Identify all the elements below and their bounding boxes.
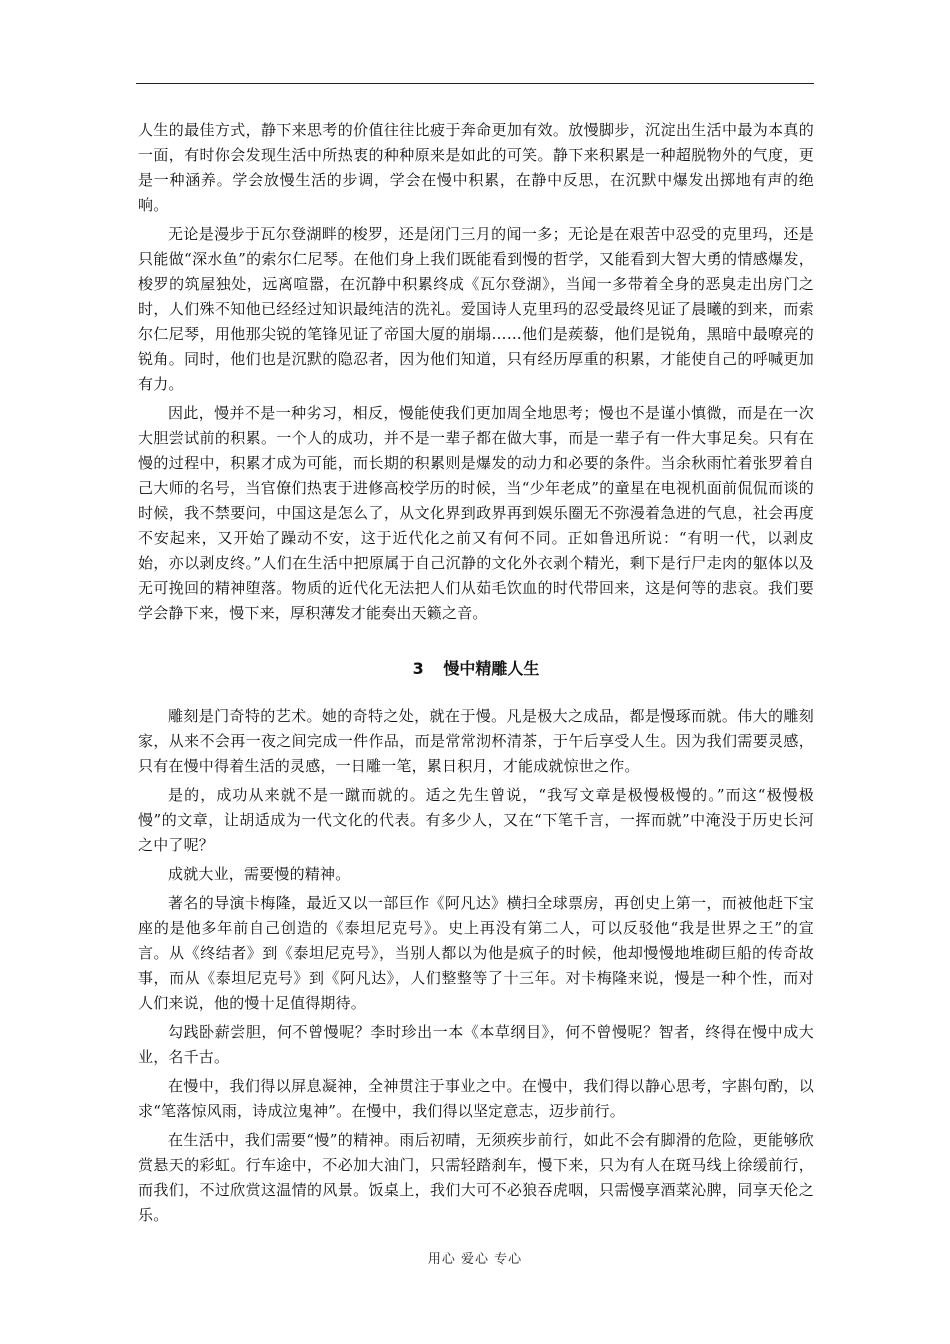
paragraph: 因此，慢并不是一种劣习，相反，慢能使我们更加周全地思考；慢也不是谨小慎微，而是在一次大胆尝试前的积累。一个人的成功，并不是一辈子都在做大事，而是一辈子有一件大事足矣。只有在慢的过程中，积累才成为可能，而长期的积累则是爆发的动力和必要的条件。当余秋雨忙着张罗着自己大师的名号，当官僚们热衷于进修高校学历的时候，当“少年老成”的童星在电视机面前侃侃而谈的时候，我不禁要问，中国这是怎么了，从文化界到政界再到娱乐圈无不弥漫着急进的气息，社会再度不安起来，又开始了躁动不安，这于近代化之前又有何不同。正如鲁迅所说：“有明一代，以剥皮始，亦以剥皮终。”人们在生活中把原属于自己沉静的文化外衣剥个精光，剩下是行尸走肉的躯体以及无可挽回的精神堕落。物质的近代化无法把人们从茹毛饮血的时代带回来，这是何等的悲哀。我们要学会静下来，慢下来，厚积薄发才能奏出天籁之音。 [138,404,814,622]
paragraph: 成就大业，需要慢的精神。 [168,865,351,883]
section-heading [138,656,814,682]
section-title: 慢中精雕人生 [443,659,540,678]
paragraph: 人生的最佳方式，静下来思考的价值往往比疲于奔命更加有效。放慢脚步，沉淀出生活中最为本真的一面，有时你会发现生活中所热衷的种种原来是如此的可笑。静下来积累是一种超脱物外的气度，更是一种涵养。学会放慢生活的步调，学会在慢中积累，在静中反思，在沉默中爆发出掷地有声的绝响。 [138,121,814,214]
paragraph: 是的，成功从来就不是一蹴而就的。适之先生曾说，“我写文章是极慢极慢的。”而这“极慢极慢”的文章，让胡适成为一代文化的代表。有多少人，又在“下笔千言，一挥而就”中淹没于历史长河之中了呢？ [138,786,814,854]
paragraph: 勾践卧薪尝胆，何不曾慢呢？李时珍出一本《本草纲目》，何不曾慢呢？智者，终得在慢中成大业，名千古。 [138,1023,814,1066]
header-rule [136,83,814,84]
paragraph: 雕刻是门奇特的艺术。她的奇特之处，就在于慢。凡是极大之成品，都是慢琢而就。伟大的雕刻家，从来不会再一夜之间完成一件作品，而是常常沏杯清茶，于午后享受人生。因为我们需要灵感，只有在慢中得着生活的灵感，一日雕一笔，累日积月，才能成就惊世之作。 [138,707,814,775]
page-footer: 用心 爱心 专心 [427,1252,523,1267]
paragraph: 在生活中，我们需要“慢”的精神。雨后初晴，无须疾步前行，如此不会有脚滑的危险，更能够欣赏悬天的彩虹。行车途中，不必加大油门，只需轻踏刹车，慢下来，只为有人在斑马线上徐缓前行，而我们，不过欣赏这温情的风景。饭桌上，我们大可不必狼吞虎咽，只需慢享酒菜沁脾，同享天伦之乐。 [138,1131,814,1224]
document-body [138,118,814,1232]
paragraph: 无论是漫步于瓦尔登湖畔的梭罗，还是闭门三月的闻一多；无论是在艰苦中忍受的克里玛，还是只能做“深水鱼”的索尔仁尼琴。在他们身上我们既能看到慢的哲学，又能看到大智大勇的情感爆发，梭罗的筑屋独处，远离喧嚣，在沉静中积累终成《瓦尔登湖》，当闻一多带着全身的恶臭走出房门之时，人们殊不知他已经经过知识最纯洁的洗礼。爱国诗人克里玛的忍受最终见证了晨曦的到来，而索尔仁尼琴，用他那尖锐的笔锋见证了帝国大厦的崩塌……他们是蒺藜，他们是锐角，黑暗中最嘹亮的锐角。同时，他们也是沉默的隐忍者，因为他们知道，只有经历厚重的积累，才能使自己的呼喊更加有力。 [138,225,814,393]
paragraph: 著名的导演卡梅隆，最近又以一部巨作《阿凡达》横扫全球票房，再创史上第一，而被他赶下宝座的是他多年前自己创造的《泰坦尼克号》。史上再没有第二人，可以反驳他“我是世界之王”的宣言。从《终结者》到《泰坦尼克号》，当别人都以为他是疯子的时候，他却慢慢地堆砌巨船的传奇故事，而从《泰坦尼克号》到《阿凡达》，人们整整等了十三年。对卡梅隆来说，慢是一种个性，而对人们来说，他的慢十足值得期待。 [138,894,814,1012]
paragraph: 在慢中，我们得以屏息凝神，全神贯注于事业之中。在慢中，我们得以静心思考，字斟句酌，以求“笔落惊风雨，诗成泣鬼神”。在慢中，我们得以坚定意志，迈步前行。 [138,1077,814,1120]
section-number: 3 [412,659,424,678]
